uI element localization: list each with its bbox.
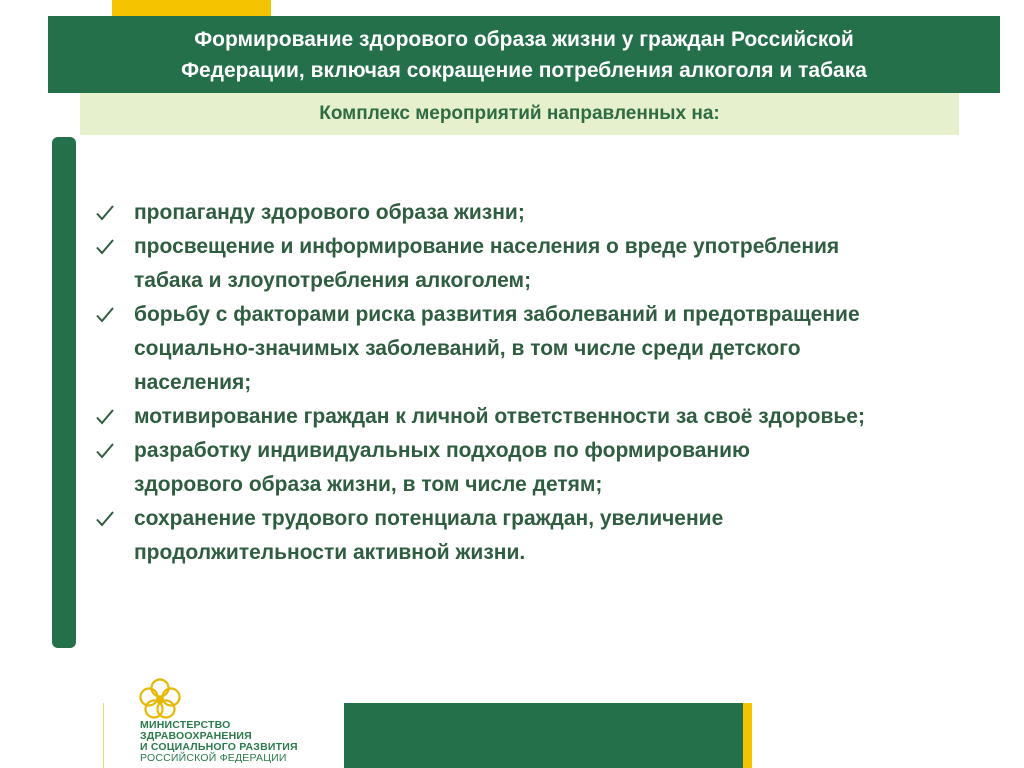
side-accent-bar <box>52 137 76 648</box>
ministry-name <box>140 720 298 764</box>
slide-title-line-2: Федерации, включая сокращение потребления алкоголя и табака <box>181 58 867 82</box>
list-item <box>96 502 1006 570</box>
ministry-name-line-1: МИНИСТЕРСТВО <box>140 719 231 731</box>
list-item-line: социально-значимых заболеваний, в том числе среди детского <box>134 337 801 360</box>
list-item <box>96 298 1006 400</box>
checkmark-icon <box>96 400 120 434</box>
list-item-line: табака и злоупотребления алкоголем; <box>134 269 532 292</box>
slide-title-line-1: Формирование здорового образа жизни у граждан Российской <box>194 27 854 51</box>
list-item-line: сохранение трудового потенциала граждан, увеличение <box>134 507 724 530</box>
list-item <box>96 196 1006 230</box>
list-item-line: борьбу с факторами риска развития заболеваний и предотвращение <box>134 303 860 326</box>
footer-green-block <box>344 703 743 768</box>
slide-title <box>48 16 1000 93</box>
footer-yellow-stripe <box>743 703 752 768</box>
ministry-name-line-4: РОССИЙСКОЙ ФЕДЕРАЦИИ <box>140 752 287 764</box>
checkmark-icon <box>96 298 120 332</box>
list-item-line: просвещение и информирование населения о вреде употребления <box>134 235 840 258</box>
list-item-line: мотивирование граждан к личной ответственности за своё здоровье; <box>134 405 865 428</box>
measures-list <box>96 196 1006 570</box>
slide-subtitle-text: Комплекс мероприятий направленных на: <box>319 103 720 124</box>
checkmark-icon <box>96 434 120 468</box>
list-item <box>96 400 1006 434</box>
ministry-logo-icon <box>132 678 188 722</box>
ministry-name-line-2: ЗДРАВООХРАНЕНИЯ <box>140 730 252 742</box>
checkmark-icon <box>96 196 120 230</box>
slide-subtitle <box>80 93 959 135</box>
checkmark-icon <box>96 502 120 536</box>
footer-divider <box>103 703 104 768</box>
list-item-line: пропаганду здорового образа жизни; <box>134 201 525 224</box>
list-item-line: продолжительности активной жизни. <box>134 541 526 564</box>
list-item-line: населения; <box>134 371 252 394</box>
list-item-line: здорового образа жизни, в том числе детям; <box>134 473 603 496</box>
checkmark-icon <box>96 230 120 264</box>
list-item <box>96 230 1006 298</box>
ministry-name-line-3: И СОЦИАЛЬНОГО РАЗВИТИЯ <box>140 741 298 753</box>
list-item-line: разработку индивидуальных подходов по формированию <box>134 439 750 462</box>
list-item <box>96 434 1006 502</box>
top-accent-bar <box>112 0 271 16</box>
